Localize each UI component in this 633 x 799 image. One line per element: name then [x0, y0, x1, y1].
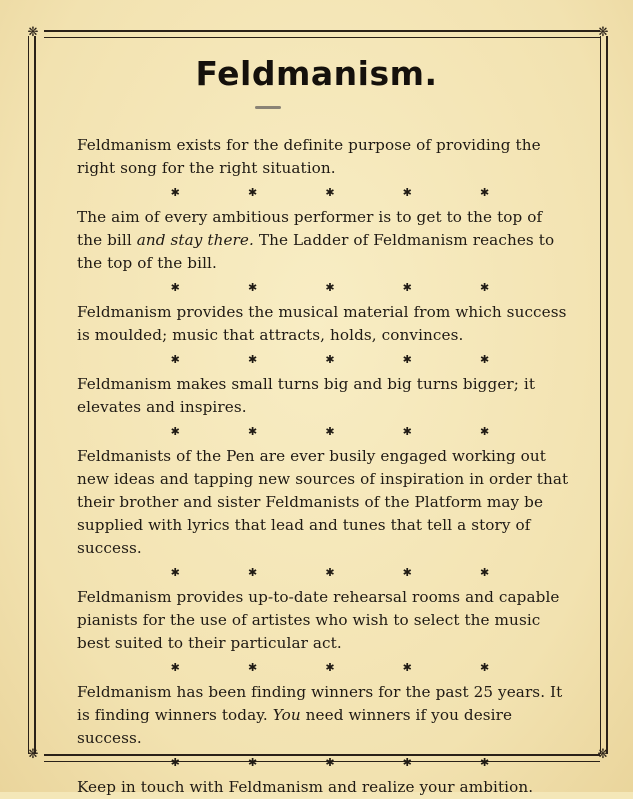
star-icon: ✱ — [479, 281, 490, 294]
star-icon: ✱ — [170, 353, 180, 366]
paragraph-8: Keep in touch with Feldmanism and realize your ambition. — [77, 778, 534, 796]
star-icon: ✱ — [479, 566, 490, 579]
star-separator — [77, 275, 571, 301]
star-icon: ✱ — [248, 186, 258, 199]
star-icon: ✱ — [325, 281, 335, 294]
star-icon: ✱ — [402, 566, 412, 579]
star-icon: ✱ — [479, 353, 490, 366]
star-separator — [77, 419, 571, 445]
star-separator — [77, 655, 571, 681]
star-icon: ✱ — [402, 186, 412, 199]
paragraph-3: Feldmanism provides the musical material from which success is moulded; music that attracts, holds, convinces. — [77, 303, 567, 344]
paragraph-2-start: The aim of every ambitious performer is to get to the top of the bill — [77, 208, 543, 249]
star-icon: ✱ — [248, 281, 258, 294]
star-icon: ✱ — [325, 186, 335, 199]
paragraph-2-emphasis: and stay there. — [136, 231, 254, 249]
star-icon: ✱ — [479, 186, 490, 199]
border-top — [44, 30, 600, 38]
paragraph-1: Feldmanism exists for the definite purpose of providing the right song for the right situation. — [77, 136, 541, 177]
star-icon: ✱ — [479, 756, 490, 769]
star-icon: ✱ — [248, 425, 258, 438]
star-icon: ✱ — [402, 353, 412, 366]
star-icon: ✱ — [248, 566, 258, 579]
star-icon: ✱ — [248, 756, 258, 769]
star-icon: ✱ — [248, 353, 258, 366]
star-separator — [77, 180, 571, 206]
paragraph-7-end: need winners if you desire success. — [77, 706, 513, 747]
star-icon: ✱ — [402, 661, 412, 674]
star-icon: ✱ — [402, 756, 412, 769]
star-icon: ✱ — [479, 661, 490, 674]
paragraph-5: Feldmanists of the Pen are ever busily engaged working out new ideas and tapping new sources of inspiration in order that their brother and sister Feldmanists of the Platform may be supplied with lyrics that lead and tunes that tell a story of success. — [77, 447, 569, 557]
corner-ornament-icon: ❋ — [597, 25, 609, 40]
star-separator — [77, 347, 571, 373]
star-separator — [77, 750, 571, 776]
star-icon: ✱ — [402, 281, 412, 294]
paragraph-2-end: The Ladder of Feldmanism reaches to the top of the bill. — [77, 231, 555, 272]
title-dash-decoration — [255, 106, 281, 109]
star-separator — [77, 560, 571, 586]
star-icon: ✱ — [325, 425, 335, 438]
star-icon: ✱ — [402, 425, 412, 438]
paragraph-7-emphasis: You — [272, 706, 301, 724]
star-icon: ✱ — [170, 756, 180, 769]
paragraph-7 — [77, 681, 571, 750]
star-icon: ✱ — [170, 661, 180, 674]
star-icon: ✱ — [170, 425, 180, 438]
paragraph-6: Feldmanism provides up-to-date rehearsal rooms and capable pianists for the use of artistes who wish to select the music best suited to their particular act. — [77, 588, 560, 652]
star-icon: ✱ — [170, 186, 180, 199]
star-icon: ✱ — [325, 756, 335, 769]
star-icon: ✱ — [479, 425, 490, 438]
border-right — [600, 36, 608, 754]
star-icon: ✱ — [325, 353, 335, 366]
paragraph-2 — [77, 206, 571, 275]
corner-ornament-icon: ❋ — [597, 747, 609, 762]
paragraph-7-start: Feldmanism has been finding winners for the past 25 years. It is finding winners today. — [77, 683, 563, 724]
star-icon: ✱ — [325, 661, 335, 674]
star-icon: ✱ — [170, 566, 180, 579]
star-icon: ✱ — [325, 566, 335, 579]
corner-ornament-icon: ❋ — [27, 747, 39, 762]
corner-ornament-icon: ❋ — [27, 25, 39, 40]
border-left — [28, 36, 36, 754]
paragraph-4: Feldmanism makes small turns big and big turns bigger; it elevates and inspires. — [77, 375, 536, 416]
body-text — [77, 134, 571, 799]
page-title: Feldmanism. — [195, 54, 438, 93]
star-icon: ✱ — [170, 281, 180, 294]
star-icon: ✱ — [248, 661, 258, 674]
